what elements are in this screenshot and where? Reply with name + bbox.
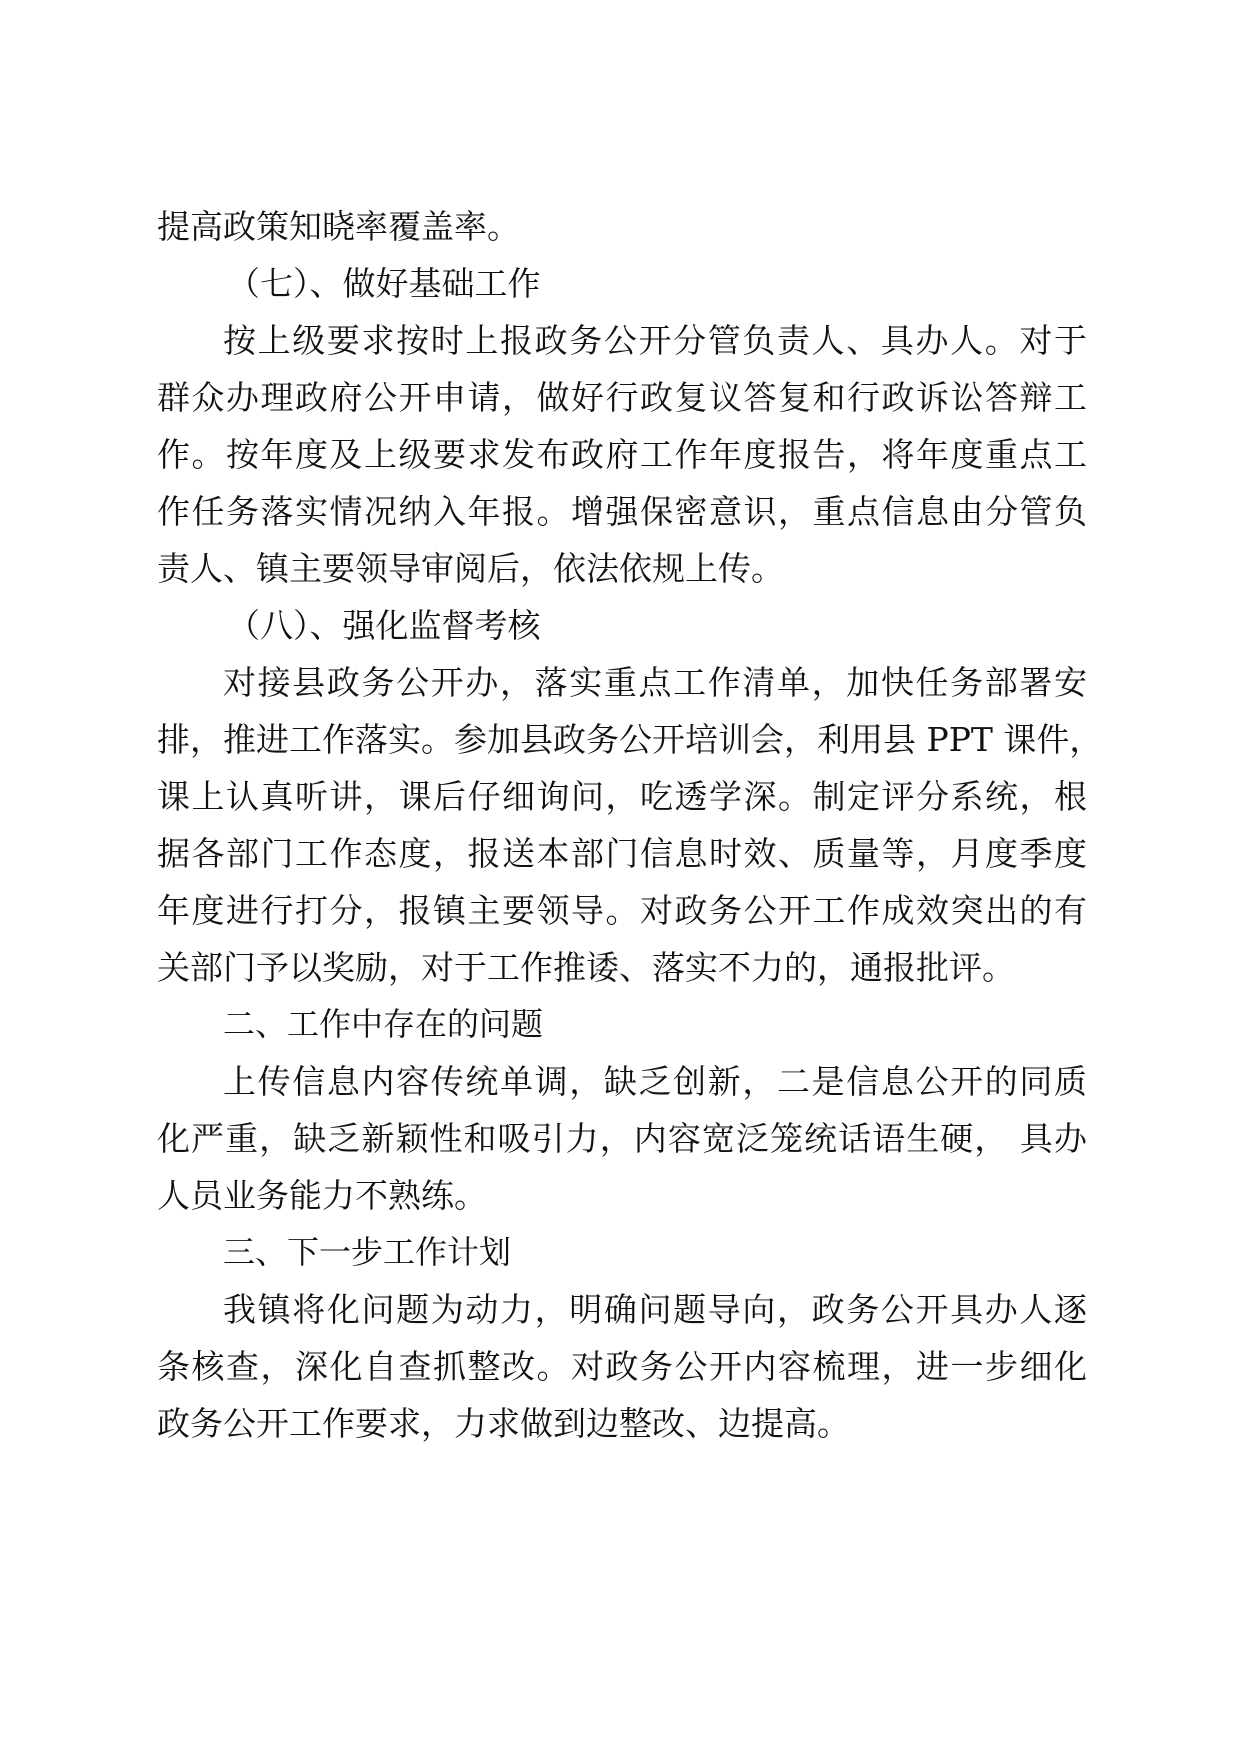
body-line: 政务公开工作要求，力求做到边整改、边提高。: [157, 1404, 850, 1443]
body-line-continuation: 提高政策知晓率覆盖率。: [157, 207, 520, 246]
body-line: 据各部门工作态度，报送本部门信息时效、质量等，月度季度: [157, 834, 1087, 873]
body-line: 课上认真听讲，课后仔细询问，吃透学深。制定评分系统，根: [157, 777, 1087, 816]
body-line: 作任务落实情况纳入年报。增强保密意识，重点信息由分管负: [157, 492, 1087, 531]
body-line: 对接县政务公开办，落实重点工作清单，加快任务部署安: [223, 663, 1087, 702]
body-line: 群众办理政府公开申请，做好行政复议答复和行政诉讼答辩工: [157, 378, 1087, 417]
body-line: 作。按年度及上级要求发布政府工作年度报告，将年度重点工: [157, 435, 1087, 474]
body-line: 年度进行打分，报镇主要领导。对政务公开工作成效突出的有: [157, 891, 1087, 930]
body-line: 化严重，缺乏新颖性和吸引力，内容宽泛笼统话语生硬， 具办: [157, 1119, 1087, 1158]
body-line: 责人、镇主要领导审阅后，依法依规上传。: [157, 549, 784, 588]
section-heading-problems: 二、工作中存在的问题: [223, 1005, 544, 1043]
body-line: 我镇将化问题为动力，明确问题导向，政务公开具办人逐: [223, 1290, 1087, 1329]
section-heading-next-plan: 三、下一步工作计划: [223, 1233, 512, 1271]
body-line: 排，推进工作落实。参加县政务公开培训会，利用县 PPT 课件，: [157, 720, 1103, 759]
body-line: 条核查，深化自查抓整改。对政务公开内容梳理，进一步细化: [157, 1347, 1087, 1386]
body-line: 人员业务能力不熟练。: [157, 1176, 487, 1215]
body-line: 上传信息内容传统单调，缺乏创新，二是信息公开的同质: [223, 1062, 1087, 1101]
body-line: 关部门予以奖励，对于工作推诿、落实不力的，通报批评。: [157, 948, 1015, 987]
subheading-seven: （七）、做好基础工作: [227, 264, 541, 303]
document-body: [157, 198, 1103, 1452]
body-line: 按上级要求按时上报政务公开分管负责人、具办人。对于: [223, 321, 1087, 360]
subheading-eight: （八）、强化监督考核: [227, 606, 541, 645]
